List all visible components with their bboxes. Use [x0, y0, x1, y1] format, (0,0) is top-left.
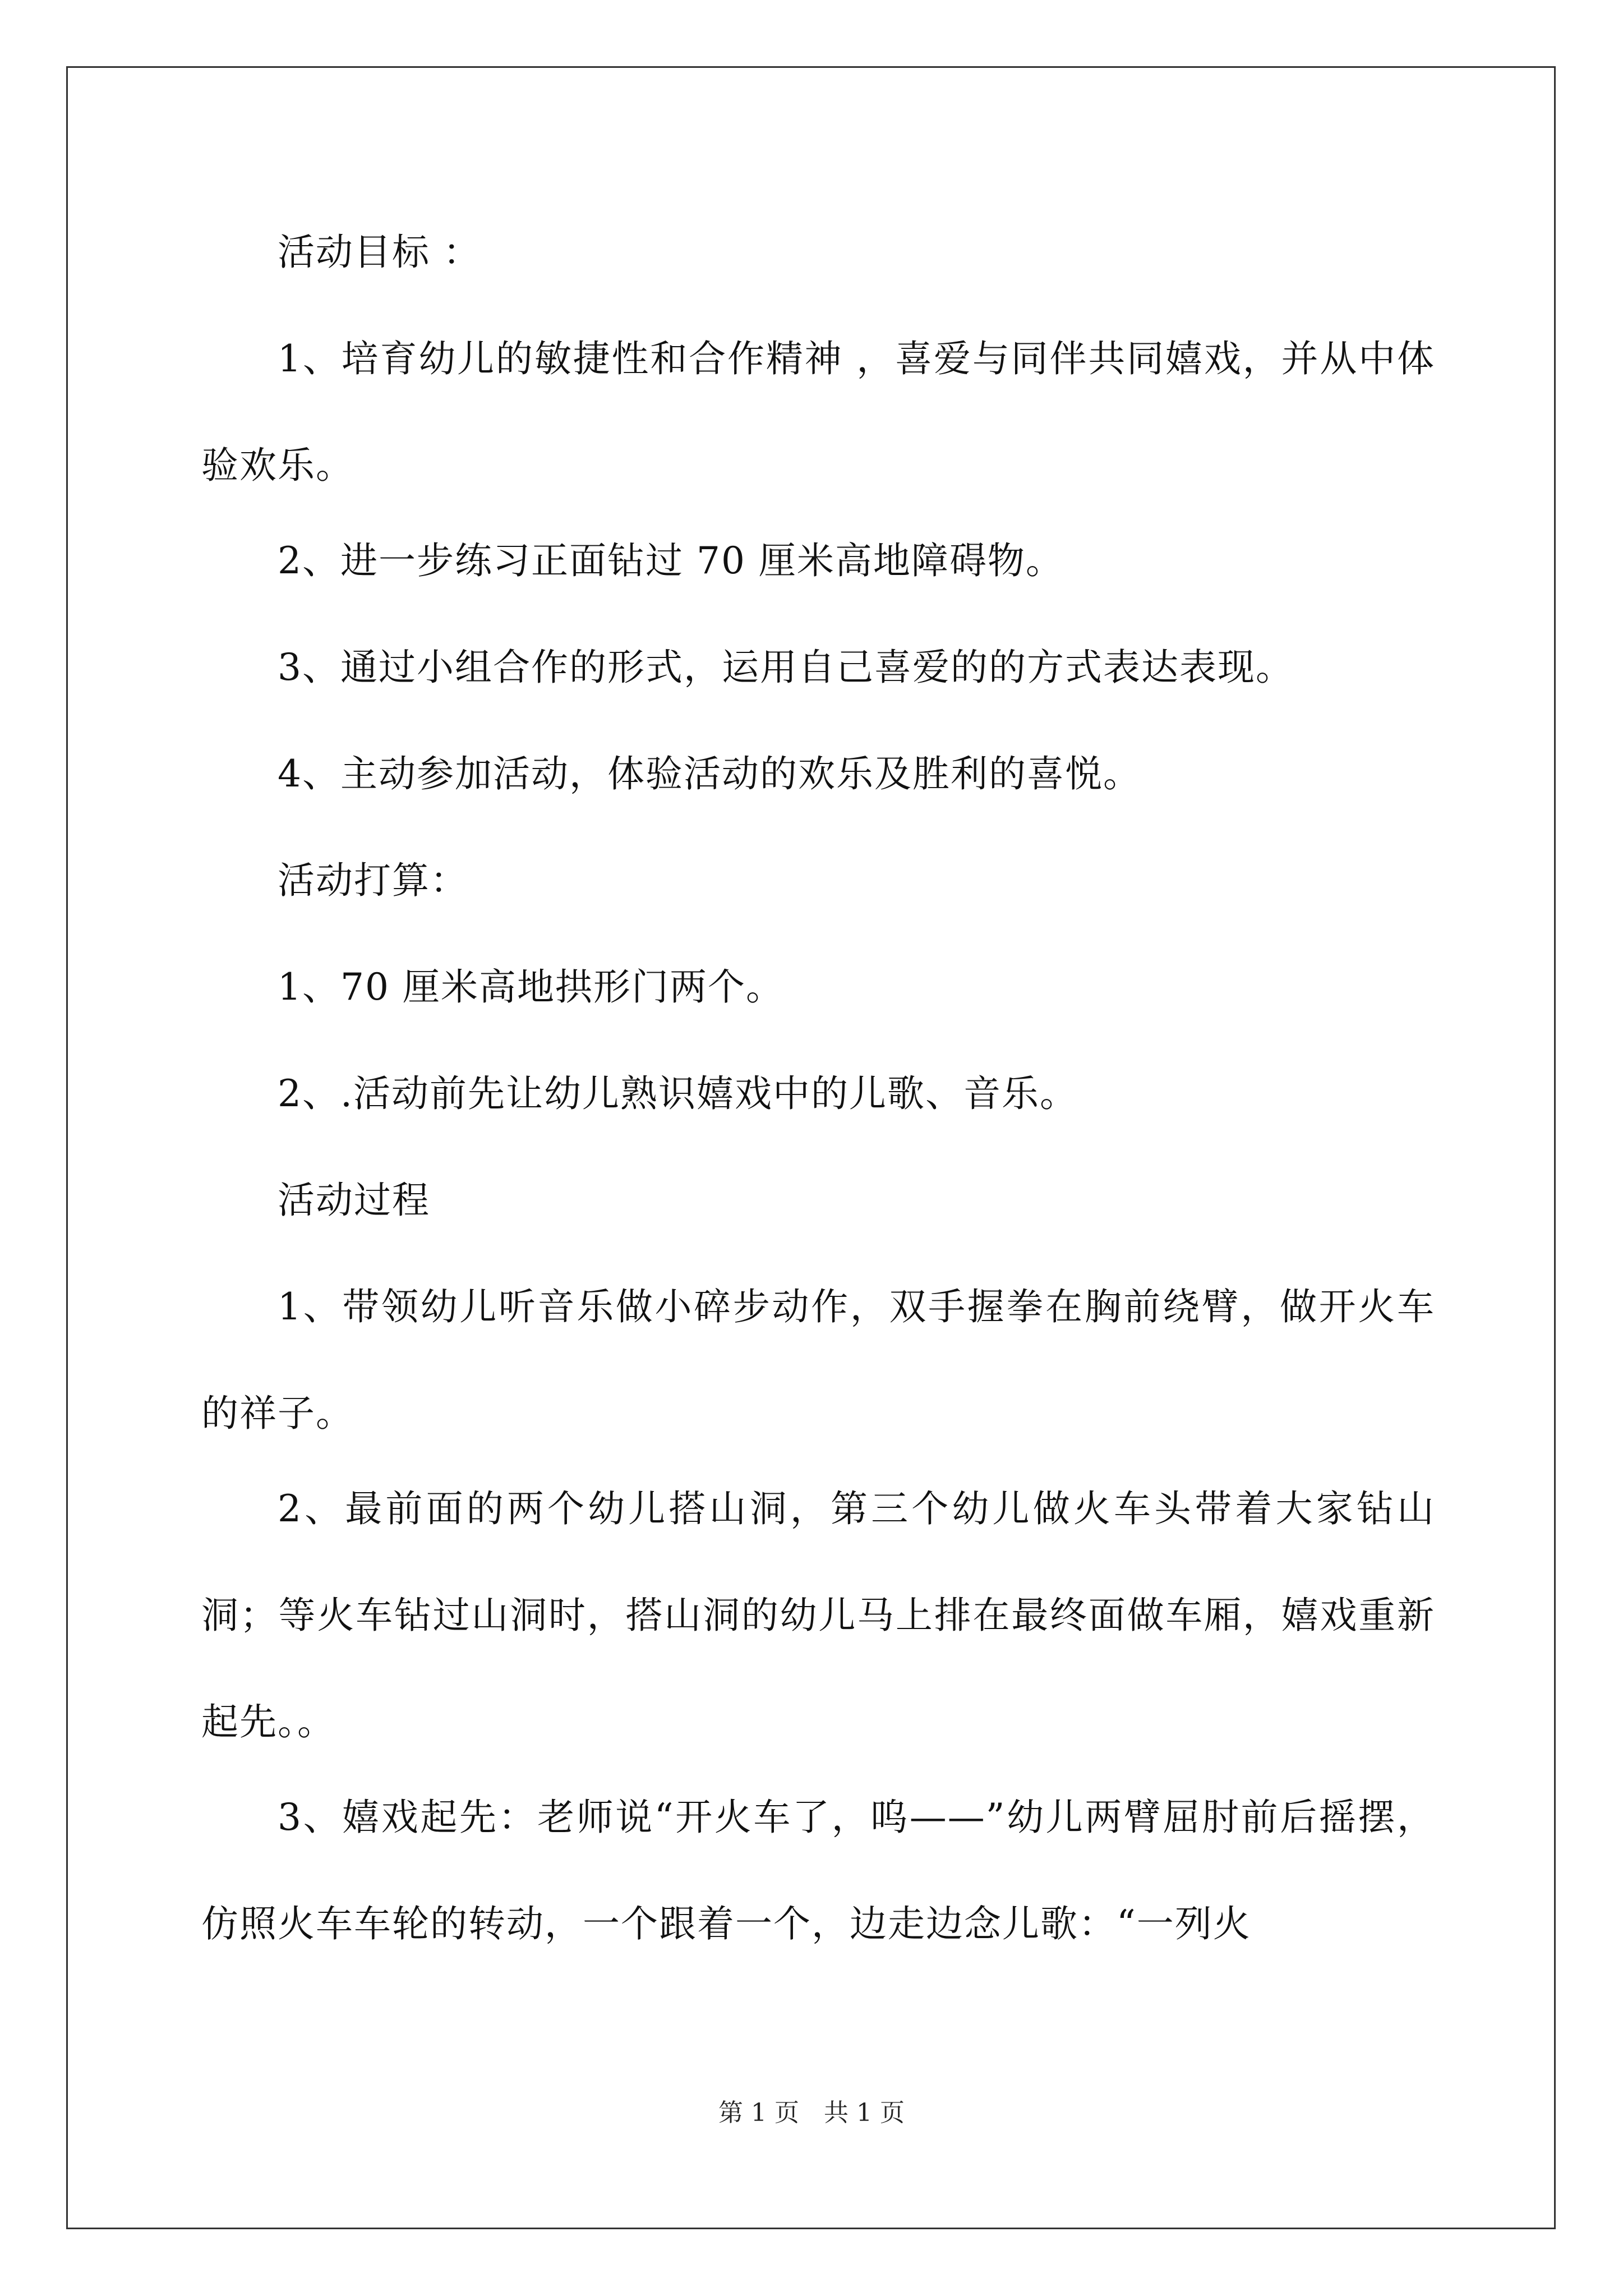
prep-item-1: 1、70 厘米高地拱形门两个。 — [278, 965, 784, 1009]
process-item-1: 1、带领幼儿听音乐做小碎步动作，双手握拳在胸前绕臂，做开火车的祥子。 — [201, 1285, 1435, 1435]
goal-item-1: 1、培育幼儿的敏捷性和合作精神 ，喜爱与同伴共同嬉戏，并从中体验欢乐。 — [201, 337, 1435, 487]
process-item-3: 3、嬉戏起先：老师说“开火车了，呜——”幼儿两臂屈肘前后摇摆，仿照火车车轮的转动，一个跟着一个，边走边念儿歌：“一列火 — [201, 1796, 1435, 1945]
goal-item-2: 2、进一步练习正面钻过 70 厘米高地障碍物。 — [278, 539, 1064, 582]
process-item-2: 2、最前面的两个幼儿搭山洞，第三个幼儿做火车头带着大家钻山洞；等火车钻过山洞时，搭山洞的幼儿马上排在最终面做车厢，嬉戏重新起先。。 — [201, 1487, 1435, 1743]
heading-activity-goals: 活动目标 ： — [278, 231, 481, 274]
page-number-footer: 第 1 页 共 1 页 — [718, 2099, 905, 2127]
goal-item-3: 3、通过小组合作的形式，运用自己喜爱的的方式表达表现。 — [278, 646, 1294, 689]
goal-item-4: 4、主动参加活动，体验活动的欢乐及胜利的喜悦。 — [278, 752, 1141, 795]
prep-item-2: 2、.活动前先让幼儿熟识嬉戏中的儿歌、音乐。 — [278, 1072, 1078, 1115]
heading-activity-prep: 活动打算： — [278, 859, 468, 902]
heading-activity-process: 活动过程 — [278, 1179, 430, 1222]
